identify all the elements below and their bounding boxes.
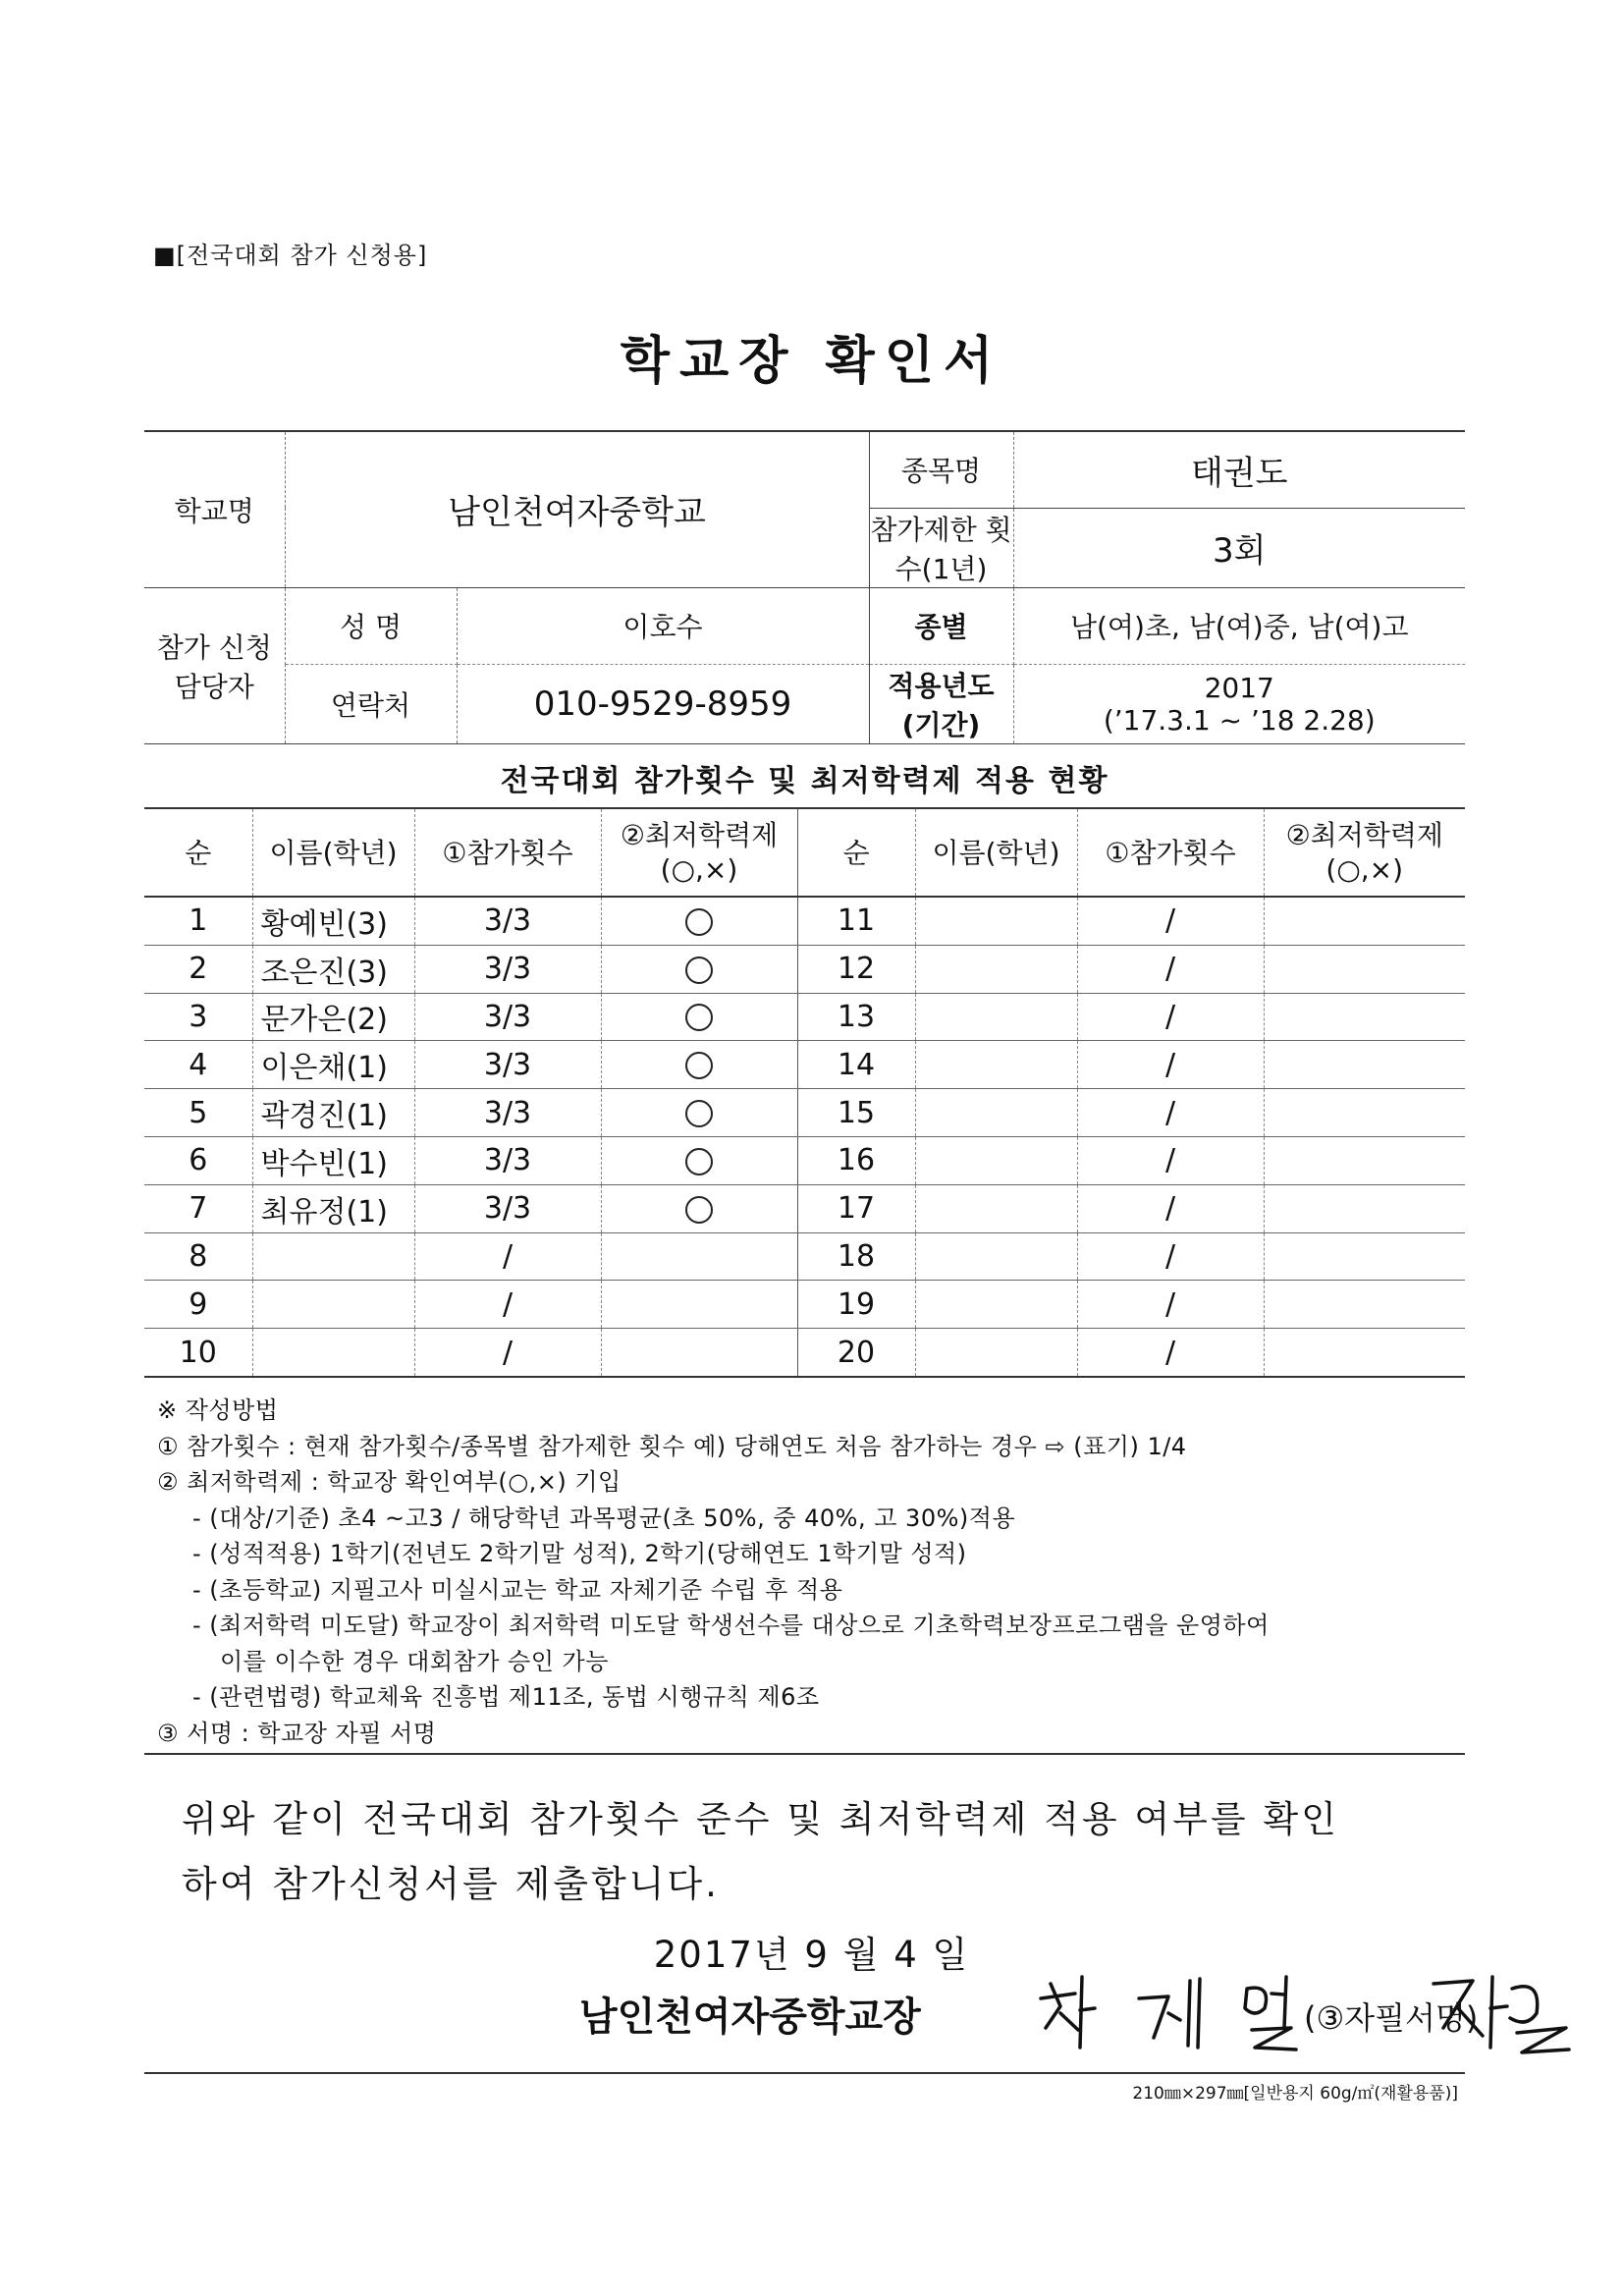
row-no: 1 (144, 897, 252, 945)
status-table (144, 807, 1465, 1378)
notes (157, 1393, 1473, 1751)
note-2: ② 최저학력제 : 학교장 확인여부(○,×) 기입 (157, 1468, 622, 1496)
circle-mark-icon (685, 908, 713, 936)
handwritten-name-text (1021, 2000, 1146, 2050)
header-name: 이름(학년) (252, 808, 414, 897)
row-academic (601, 1281, 797, 1329)
row-no-2: 13 (797, 993, 915, 1041)
note-detail-3: - (초등학교) 지필고사 미실시교는 학교 자체기준 수립 후 적용 (192, 1575, 843, 1604)
row-name-2 (915, 1089, 1077, 1137)
row-count-2: / (1077, 1232, 1264, 1281)
row-count: 3/3 (414, 1184, 601, 1232)
category-value: 남(여)초, 남(여)중, 남(여)고 (1013, 587, 1465, 664)
submission-date: 2017년 9 월 4 일 (653, 1934, 970, 1976)
row-academic (601, 1041, 797, 1089)
name-label: 성 명 (285, 587, 457, 664)
note-detail-4: - (최저학력 미도달) 학교장이 최저학력 미도달 학생선수를 대상으로 기초학력보장프로그램을 운영하여 (192, 1612, 1270, 1639)
header-count: ①참가횟수 (414, 808, 601, 897)
limit-label: 참가제한 횟수(1년) (869, 508, 1013, 587)
row-no: 10 (144, 1329, 252, 1377)
row-count: 3/3 (414, 1089, 601, 1137)
row-academic-2 (1264, 1281, 1465, 1329)
contact-group-label: 참가 신청 담당자 (144, 587, 285, 743)
row-academic-2 (1264, 1089, 1465, 1137)
note-3: ③ 서명 : 학교장 자필 서명 (157, 1719, 437, 1747)
note-detail-4b: 이를 이수한 경우 대회참가 승인 가능 (220, 1647, 609, 1675)
status-row (144, 1089, 1465, 1137)
row-count: / (414, 1281, 601, 1329)
circle-mark-icon (685, 957, 713, 984)
row-count-2: / (1077, 1184, 1264, 1232)
row-no-2: 20 (797, 1329, 915, 1377)
row-no-2: 16 (797, 1136, 915, 1184)
status-row (144, 945, 1465, 993)
info-table (144, 432, 1465, 744)
row-count: 3/3 (414, 1136, 601, 1184)
status-row (144, 897, 1465, 945)
note-detail-1: - (대상/기준) 초4 ~고3 / 해당학년 과목평균(초 50%, 중 40%, 고 30%)적용 (192, 1503, 1016, 1532)
row-no-2: 12 (797, 945, 915, 993)
row-academic (601, 1089, 797, 1137)
event-label: 종목명 (869, 432, 1013, 508)
statement-line-2: 하여 참가신청서를 제출합니다. (182, 1863, 720, 1905)
row-no-2: 11 (797, 897, 915, 945)
row-count: 3/3 (414, 993, 601, 1041)
name-value: 이호수 (457, 587, 869, 664)
school-value: 남인천여자중학교 (285, 432, 869, 587)
note-1: ① 참가횟수 : 현재 참가횟수/종목별 참가제한 횟수 예) 당해연도 처음 참가하는 경우 ⇨ (표기) 1/4 (157, 1432, 1187, 1460)
row-no: 3 (144, 993, 252, 1041)
row-count: / (414, 1232, 601, 1281)
footer-rule (144, 2072, 1465, 2074)
row-count-2: / (1077, 945, 1264, 993)
status-row (144, 993, 1465, 1041)
row-name-2 (915, 1232, 1077, 1281)
phone-label: 연락처 (285, 664, 457, 743)
period-value: (’17.3.1 ~ ’18 2.28) (1103, 703, 1376, 737)
row-no-2: 14 (797, 1041, 915, 1089)
circle-mark-icon (685, 1148, 713, 1175)
row-name: 곽경진(1) (252, 1089, 414, 1137)
row-academic-2 (1264, 1184, 1465, 1232)
row-count-2: / (1077, 1041, 1264, 1089)
row-name-2 (915, 945, 1077, 993)
row-name: 황예빈(3) (252, 897, 414, 945)
signature-area (1021, 1959, 1571, 2067)
row-name-2 (915, 897, 1077, 945)
row-no: 4 (144, 1041, 252, 1089)
row-no-2: 17 (797, 1184, 915, 1232)
header-academic: ②최저학력제 (○,×) (601, 808, 797, 897)
row-no: 8 (144, 1232, 252, 1281)
row-academic (601, 897, 797, 945)
circle-mark-icon (685, 1004, 713, 1031)
note-detail-5: - (관련법령) 학교체육 진흥법 제11조, 동법 시행규칙 제6조 (192, 1683, 820, 1711)
row-name-2 (915, 1041, 1077, 1089)
row-name-2 (915, 1136, 1077, 1184)
confirmation-statement (182, 1787, 1478, 1917)
row-academic (601, 1184, 797, 1232)
row-academic (601, 1329, 797, 1377)
header-name-2: 이름(학년) (915, 808, 1077, 897)
limit-value: 3회 (1013, 508, 1465, 587)
header-academic-2: ②최저학력제 (○,×) (1264, 808, 1465, 897)
signature-label: (③자필서명) (1304, 1999, 1479, 2037)
phone-value: 010-9529-8959 (457, 664, 869, 743)
row-name: 이은채(1) (252, 1041, 414, 1089)
principal-title: 남인천여자중학교장 (579, 1995, 921, 2040)
row-academic-2 (1264, 945, 1465, 993)
row-name-2 (915, 993, 1077, 1041)
row-name: 최유정(1) (252, 1184, 414, 1232)
event-value: 태권도 (1013, 432, 1465, 508)
header-no: 순 (144, 808, 252, 897)
header-count-2: ①참가횟수 (1077, 808, 1264, 897)
row-no-2: 19 (797, 1281, 915, 1329)
row-no: 2 (144, 945, 252, 993)
row-count: 3/3 (414, 897, 601, 945)
status-row (144, 1281, 1465, 1329)
row-name-2 (915, 1329, 1077, 1377)
row-name (252, 1232, 414, 1281)
row-no: 9 (144, 1281, 252, 1329)
row-count-2: / (1077, 897, 1264, 945)
row-academic-2 (1264, 1041, 1465, 1089)
row-count: / (414, 1329, 601, 1377)
row-name: 문가은(2) (252, 993, 414, 1041)
row-academic-2 (1264, 1232, 1465, 1281)
year-label: 적용년도 (기간) (869, 664, 1013, 743)
row-name-2 (915, 1184, 1077, 1232)
row-academic (601, 945, 797, 993)
status-row (144, 1329, 1465, 1377)
row-academic-2 (1264, 993, 1465, 1041)
row-no: 7 (144, 1184, 252, 1232)
paper-spec-footer: 210㎜×297㎜[일반용지 60g/㎡(재활용품)] (1132, 2084, 1458, 2104)
status-row (144, 1232, 1465, 1281)
row-name (252, 1329, 414, 1377)
notes-heading: ※ 작성방법 (157, 1396, 279, 1424)
row-academic (601, 1232, 797, 1281)
row-name (252, 1281, 414, 1329)
header-no-2: 순 (797, 808, 915, 897)
row-academic (601, 993, 797, 1041)
document-tag: ■[전국대회 참가 신청용] (153, 242, 428, 269)
row-count-2: / (1077, 1136, 1264, 1184)
row-no: 5 (144, 1089, 252, 1137)
row-count-2: / (1077, 1281, 1264, 1329)
statement-line-1: 위와 같이 전국대회 참가횟수 준수 및 최저학력제 적용 여부를 확인 (182, 1798, 1339, 1840)
row-academic-2 (1264, 1329, 1465, 1377)
row-no-2: 15 (797, 1089, 915, 1137)
row-count-2: / (1077, 1329, 1264, 1377)
row-no-2: 18 (797, 1232, 915, 1281)
row-academic-2 (1264, 897, 1465, 945)
row-count: 3/3 (414, 1041, 601, 1089)
row-count: 3/3 (414, 945, 601, 993)
notes-bottom-rule (144, 1753, 1465, 1755)
document-title: 학교장 확인서 (620, 332, 1003, 391)
status-title: 전국대회 참가횟수 및 최저학력제 적용 현황 (500, 764, 1109, 798)
status-row (144, 1136, 1465, 1184)
note-detail-2: - (성적적용) 1학기(전년도 2학기말 성적), 2학기(당해연도 1학기말 성적) (192, 1540, 967, 1567)
status-row (144, 1184, 1465, 1232)
circle-mark-icon (685, 1052, 713, 1079)
row-name: 조은진(3) (252, 945, 414, 993)
year-cell (1013, 664, 1465, 743)
status-header-row (144, 808, 1465, 897)
row-academic-2 (1264, 1136, 1465, 1184)
category-label: 종별 (869, 587, 1013, 664)
status-row (144, 1041, 1465, 1089)
circle-mark-icon (685, 1196, 713, 1224)
school-label: 학교명 (144, 432, 285, 587)
row-no: 6 (144, 1136, 252, 1184)
row-name-2 (915, 1281, 1077, 1329)
row-name: 박수빈(1) (252, 1136, 414, 1184)
circle-mark-icon (685, 1100, 713, 1127)
row-count-2: / (1077, 993, 1264, 1041)
row-count-2: / (1077, 1089, 1264, 1137)
year-value: 2017 (1204, 671, 1274, 704)
row-academic (601, 1136, 797, 1184)
